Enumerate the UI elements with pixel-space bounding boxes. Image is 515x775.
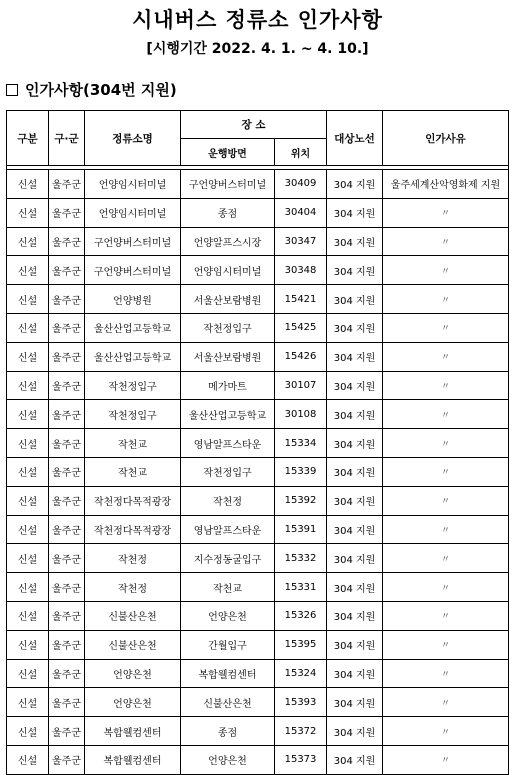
cell-route: 304 지원 — [327, 630, 383, 659]
cell-direction: 언양알프스시장 — [181, 227, 275, 256]
cell-stop: 작천정입구 — [85, 400, 181, 429]
cell-stop: 작천교 — [85, 429, 181, 458]
cell-route: 304 지원 — [327, 256, 383, 285]
cell-route: 304 지원 — [327, 400, 383, 429]
cell-reason: 〃 — [383, 457, 509, 486]
cell-route: 304 지원 — [327, 486, 383, 515]
cell-type: 신설 — [7, 601, 49, 630]
table-row — [7, 227, 509, 256]
cell-direction: 울산산업고등학교 — [181, 400, 275, 429]
cell-route: 304 지원 — [327, 688, 383, 717]
cell-stop: 작천교 — [85, 457, 181, 486]
cell-type: 신설 — [7, 457, 49, 486]
cell-district: 울주군 — [49, 400, 85, 429]
cell-type: 신설 — [7, 659, 49, 688]
cell-type: 신설 — [7, 515, 49, 544]
cell-district: 울주군 — [49, 256, 85, 285]
cell-position: 15392 — [275, 486, 327, 515]
cell-route: 304 지원 — [327, 198, 383, 227]
cell-reason: 〃 — [383, 400, 509, 429]
cell-route: 304 지원 — [327, 371, 383, 400]
cell-reason: 〃 — [383, 717, 509, 746]
cell-reason: 울주세계산악영화제 지원 — [383, 170, 509, 199]
cell-stop: 신불산은천 — [85, 601, 181, 630]
table-row — [7, 457, 509, 486]
cell-reason: 〃 — [383, 342, 509, 371]
cell-direction: 서울산보람병원 — [181, 285, 275, 314]
cell-route: 304 지원 — [327, 457, 383, 486]
cell-route: 304 지원 — [327, 515, 383, 544]
cell-stop: 구언양버스터미널 — [85, 256, 181, 285]
cell-position: 15393 — [275, 688, 327, 717]
cell-type: 신설 — [7, 342, 49, 371]
header-route: 대상노선 — [327, 111, 383, 166]
cell-direction: 언양임시터미널 — [181, 256, 275, 285]
cell-reason: 〃 — [383, 256, 509, 285]
cell-route: 304 지원 — [327, 429, 383, 458]
cell-type: 신설 — [7, 198, 49, 227]
cell-type: 신설 — [7, 227, 49, 256]
cell-type: 신설 — [7, 400, 49, 429]
table-row — [7, 573, 509, 602]
cell-district: 울주군 — [49, 198, 85, 227]
section-heading — [6, 79, 177, 100]
table-row — [7, 630, 509, 659]
cell-direction: 영남알프스타운 — [181, 515, 275, 544]
table-row — [7, 688, 509, 717]
cell-district: 울주군 — [49, 573, 85, 602]
header-position: 위치 — [275, 139, 327, 166]
table-row — [7, 342, 509, 371]
cell-stop: 언양임시터미널 — [85, 198, 181, 227]
cell-position: 30348 — [275, 256, 327, 285]
cell-direction: 작천교 — [181, 573, 275, 602]
section-title: 인가사항(304번 지원) — [25, 81, 177, 99]
cell-stop: 작천정 — [85, 573, 181, 602]
table-row — [7, 256, 509, 285]
cell-direction: 작천정입구 — [181, 457, 275, 486]
cell-direction: 종점 — [181, 198, 275, 227]
cell-direction: 서울산보람병원 — [181, 342, 275, 371]
header-row — [7, 111, 509, 139]
page-title: 시내버스 정류소 인가사항 — [132, 8, 383, 32]
cell-direction: 언양은천 — [181, 745, 275, 774]
cell-district: 울주군 — [49, 371, 85, 400]
cell-district: 울주군 — [49, 429, 85, 458]
table-row — [7, 285, 509, 314]
cell-type: 신설 — [7, 486, 49, 515]
cell-district: 울주군 — [49, 457, 85, 486]
cell-route: 304 지원 — [327, 717, 383, 746]
cell-position: 30107 — [275, 371, 327, 400]
cell-direction: 종점 — [181, 717, 275, 746]
cell-position: 15332 — [275, 544, 327, 573]
cell-reason: 〃 — [383, 601, 509, 630]
cell-route: 304 지원 — [327, 285, 383, 314]
table-row — [7, 717, 509, 746]
cell-position: 15373 — [275, 745, 327, 774]
header-type: 구분 — [7, 111, 49, 166]
cell-stop: 언양은천 — [85, 659, 181, 688]
cell-type: 신설 — [7, 544, 49, 573]
cell-position: 15334 — [275, 429, 327, 458]
cell-district: 울주군 — [49, 486, 85, 515]
cell-stop: 신불산은천 — [85, 630, 181, 659]
cell-type: 신설 — [7, 256, 49, 285]
cell-route: 304 지원 — [327, 745, 383, 774]
period-subtitle: [시행기간 2022. 4. 1. ~ 4. 10.] — [146, 41, 369, 57]
cell-reason: 〃 — [383, 198, 509, 227]
table-row — [7, 371, 509, 400]
cell-district: 울주군 — [49, 544, 85, 573]
cell-district: 울주군 — [49, 717, 85, 746]
cell-stop: 작천정입구 — [85, 371, 181, 400]
cell-position: 30409 — [275, 170, 327, 199]
cell-reason: 〃 — [383, 630, 509, 659]
cell-district: 울주군 — [49, 630, 85, 659]
cell-stop: 작천정다목적광장 — [85, 486, 181, 515]
header-direction: 운행방면 — [181, 139, 275, 166]
table-row — [7, 486, 509, 515]
cell-type: 신설 — [7, 717, 49, 746]
cell-type: 신설 — [7, 313, 49, 342]
cell-reason: 〃 — [383, 285, 509, 314]
cell-direction: 간월입구 — [181, 630, 275, 659]
cell-district: 울주군 — [49, 170, 85, 199]
table-row — [7, 429, 509, 458]
table-row — [7, 659, 509, 688]
header-reason: 인가사유 — [383, 111, 509, 166]
cell-direction: 메가마트 — [181, 371, 275, 400]
header-district: 구·군 — [49, 111, 85, 166]
header-stop-name: 정류소명 — [85, 111, 181, 166]
cell-district: 울주군 — [49, 515, 85, 544]
cell-district: 울주군 — [49, 688, 85, 717]
cell-position: 15331 — [275, 573, 327, 602]
cell-type: 신설 — [7, 630, 49, 659]
table-row — [7, 544, 509, 573]
cell-reason: 〃 — [383, 429, 509, 458]
cell-district: 울주군 — [49, 745, 85, 774]
cell-position: 15372 — [275, 717, 327, 746]
table-row — [7, 170, 509, 199]
cell-position: 30108 — [275, 400, 327, 429]
table-row — [7, 198, 509, 227]
cell-reason: 〃 — [383, 486, 509, 515]
cell-reason: 〃 — [383, 227, 509, 256]
cell-position: 15324 — [275, 659, 327, 688]
cell-type: 신설 — [7, 745, 49, 774]
table-row — [7, 313, 509, 342]
cell-stop: 언양임시터미널 — [85, 170, 181, 199]
cell-position: 15395 — [275, 630, 327, 659]
cell-direction: 지수정동굴입구 — [181, 544, 275, 573]
cell-route: 304 지원 — [327, 227, 383, 256]
permit-table — [6, 110, 509, 775]
cell-stop: 언양은천 — [85, 688, 181, 717]
cell-reason: 〃 — [383, 544, 509, 573]
cell-stop: 구언양버스터미널 — [85, 227, 181, 256]
cell-type: 신설 — [7, 285, 49, 314]
cell-route: 304 지원 — [327, 601, 383, 630]
cell-district: 울주군 — [49, 313, 85, 342]
cell-type: 신설 — [7, 573, 49, 602]
cell-reason: 〃 — [383, 313, 509, 342]
cell-position: 15426 — [275, 342, 327, 371]
header-location: 장 소 — [181, 111, 327, 139]
cell-stop: 작천정다목적광장 — [85, 515, 181, 544]
cell-direction: 신불산은천 — [181, 688, 275, 717]
cell-district: 울주군 — [49, 227, 85, 256]
cell-position: 30347 — [275, 227, 327, 256]
cell-reason: 〃 — [383, 745, 509, 774]
cell-type: 신설 — [7, 170, 49, 199]
checkbox-icon — [6, 84, 18, 96]
cell-type: 신설 — [7, 688, 49, 717]
cell-reason: 〃 — [383, 515, 509, 544]
table-row — [7, 400, 509, 429]
cell-route: 304 지원 — [327, 170, 383, 199]
cell-type: 신설 — [7, 371, 49, 400]
cell-direction: 언양은천 — [181, 601, 275, 630]
cell-reason: 〃 — [383, 371, 509, 400]
cell-direction: 작천정입구 — [181, 313, 275, 342]
cell-reason: 〃 — [383, 659, 509, 688]
cell-position: 15326 — [275, 601, 327, 630]
cell-district: 울주군 — [49, 659, 85, 688]
cell-stop: 언양병원 — [85, 285, 181, 314]
cell-route: 304 지원 — [327, 544, 383, 573]
cell-route: 304 지원 — [327, 573, 383, 602]
cell-stop: 복합웰컴센터 — [85, 717, 181, 746]
cell-type: 신설 — [7, 429, 49, 458]
cell-stop: 복합웰컴센터 — [85, 745, 181, 774]
cell-reason: 〃 — [383, 688, 509, 717]
cell-direction: 영남알프스타운 — [181, 429, 275, 458]
cell-position: 15421 — [275, 285, 327, 314]
table-row — [7, 601, 509, 630]
cell-position: 15339 — [275, 457, 327, 486]
cell-direction: 작천정 — [181, 486, 275, 515]
table-row — [7, 745, 509, 774]
cell-route: 304 지원 — [327, 313, 383, 342]
cell-direction: 구언양버스터미널 — [181, 170, 275, 199]
cell-position: 30404 — [275, 198, 327, 227]
cell-stop: 울산산업고등학교 — [85, 313, 181, 342]
cell-stop: 울산산업고등학교 — [85, 342, 181, 371]
cell-district: 울주군 — [49, 601, 85, 630]
cell-position: 15391 — [275, 515, 327, 544]
cell-district: 울주군 — [49, 342, 85, 371]
cell-position: 15425 — [275, 313, 327, 342]
cell-route: 304 지원 — [327, 342, 383, 371]
cell-reason: 〃 — [383, 573, 509, 602]
table-row — [7, 515, 509, 544]
cell-direction: 복합웰컴센터 — [181, 659, 275, 688]
cell-district: 울주군 — [49, 285, 85, 314]
cell-stop: 작천정 — [85, 544, 181, 573]
cell-route: 304 지원 — [327, 659, 383, 688]
